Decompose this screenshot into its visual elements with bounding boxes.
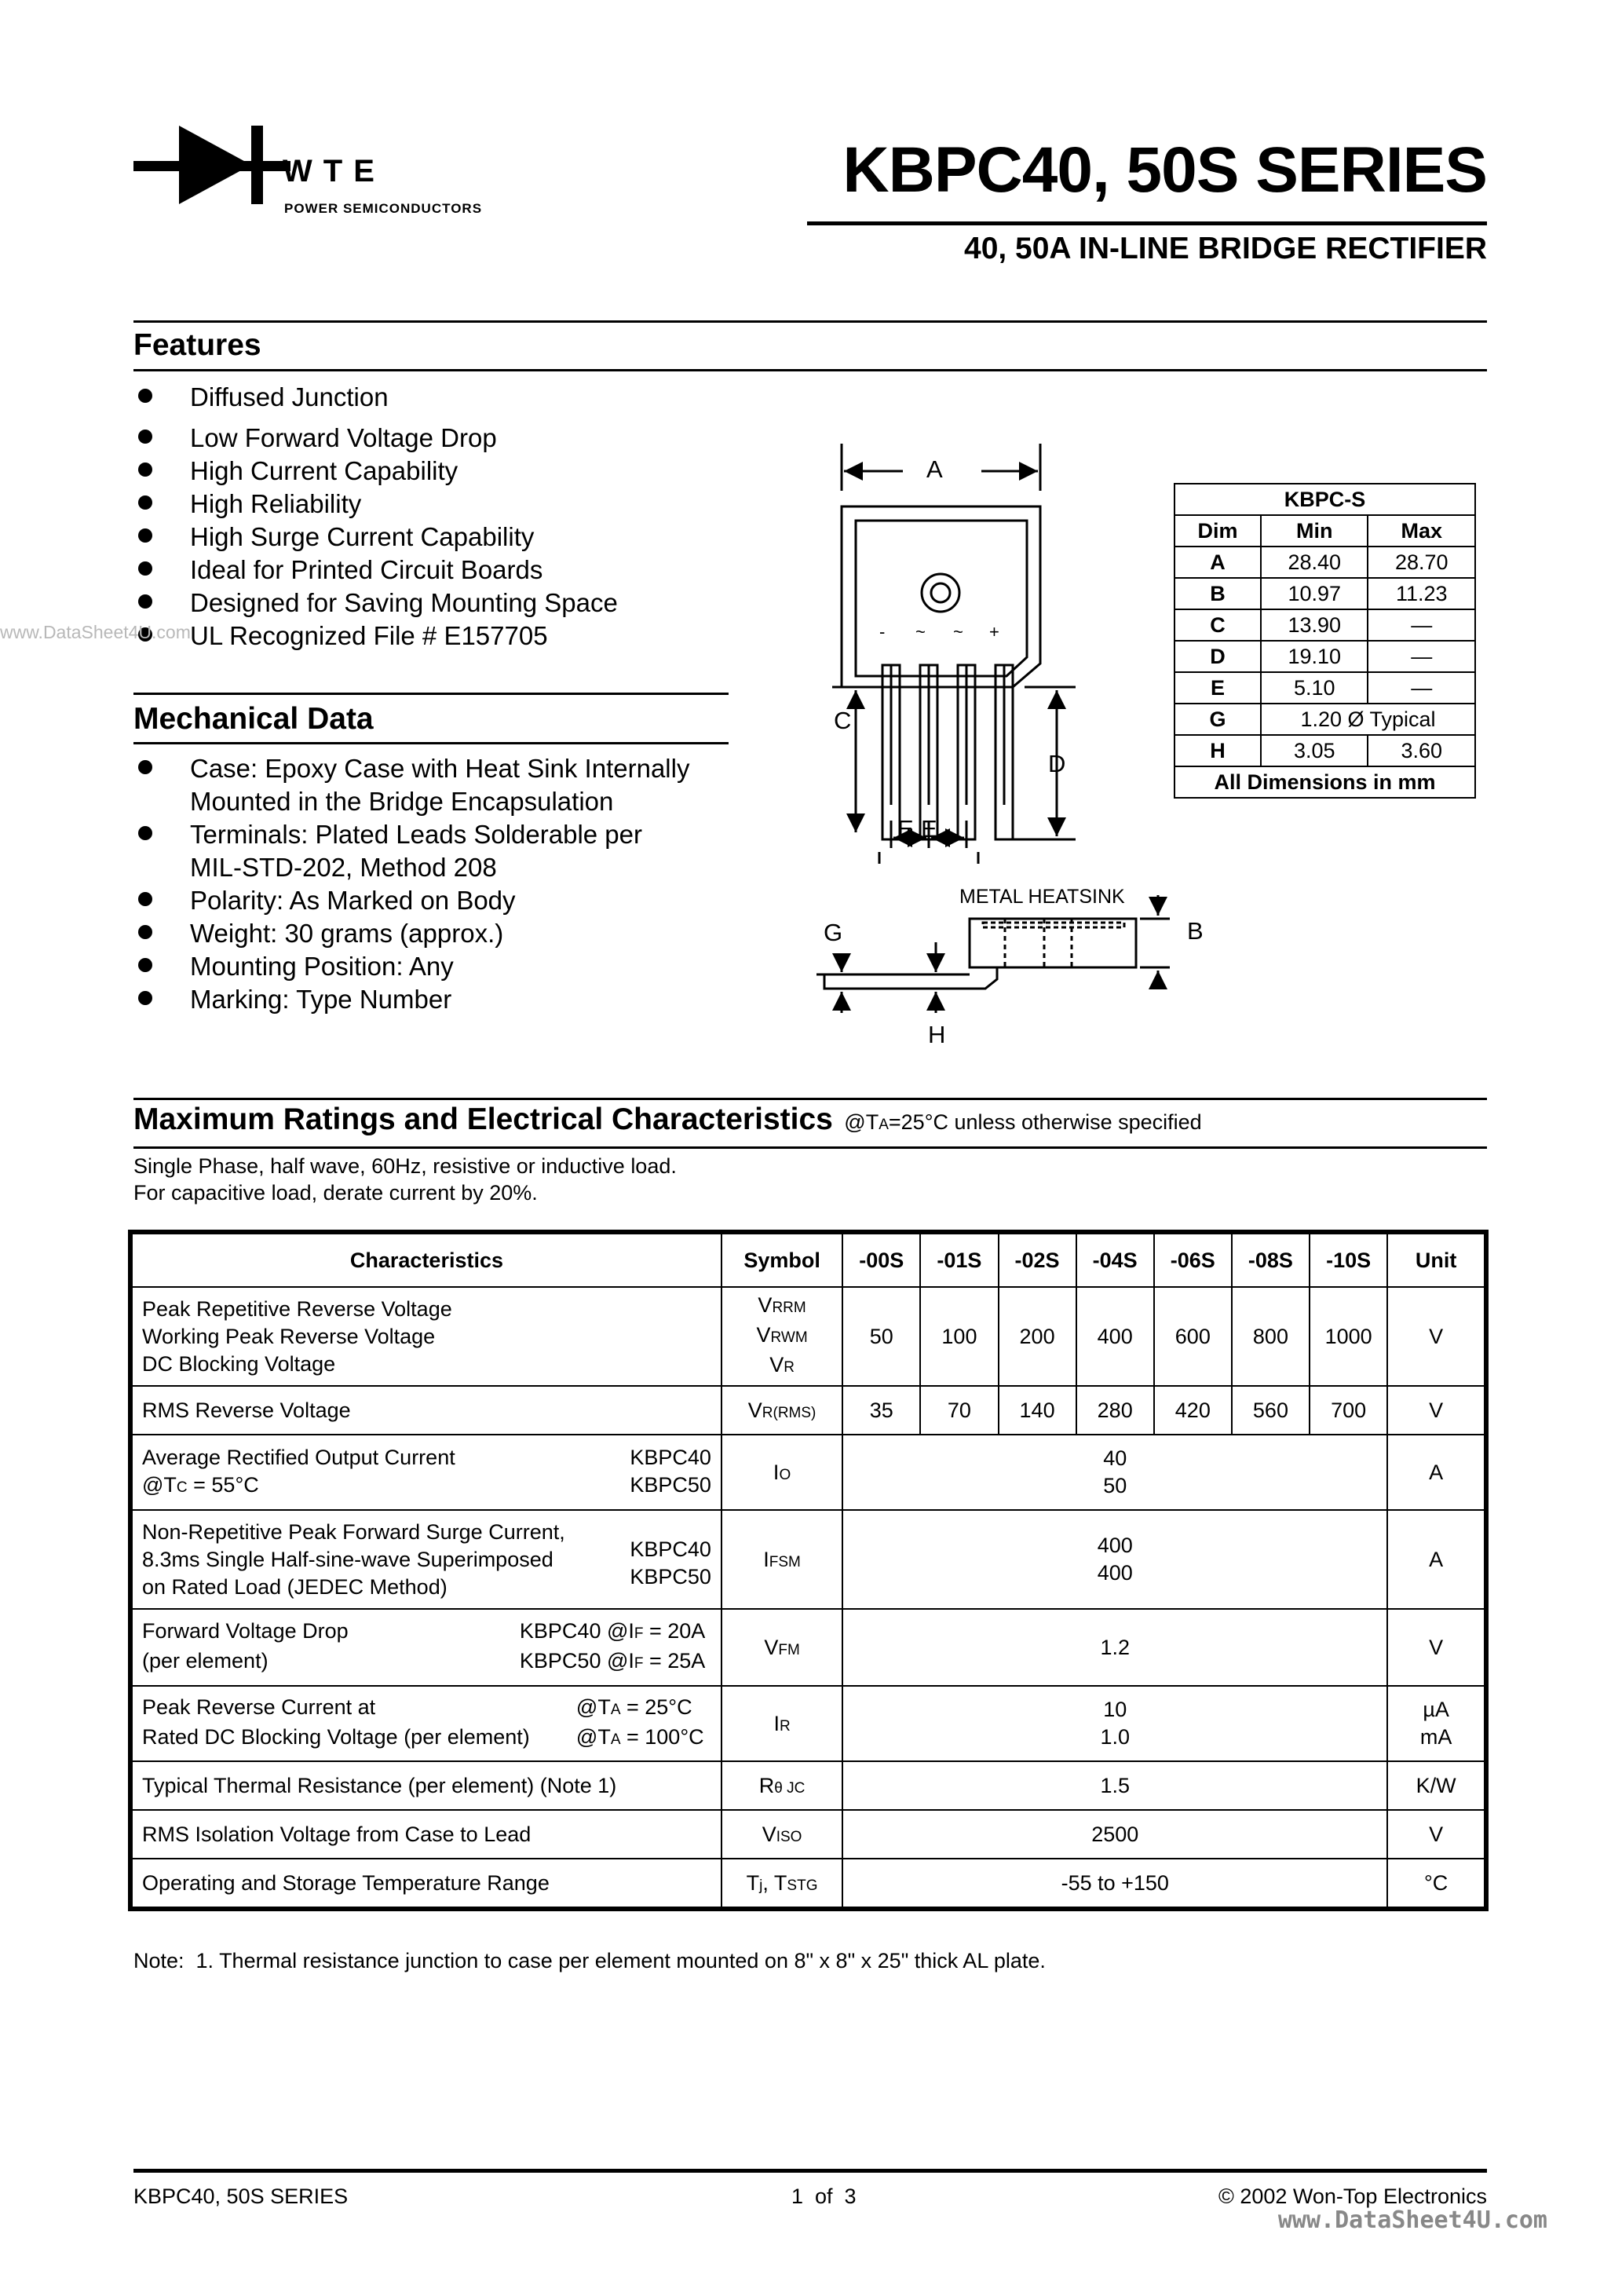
table-row bbox=[1174, 578, 1475, 609]
unit-cell: V bbox=[1387, 1386, 1485, 1435]
table-cell: E bbox=[1174, 672, 1261, 704]
characteristic-cell: Typical Thermal Resistance (per element) (Note 1) bbox=[132, 1761, 721, 1810]
value-cell: 560 bbox=[1232, 1386, 1310, 1435]
table-row bbox=[132, 1234, 1485, 1287]
column-header: Symbol bbox=[721, 1234, 842, 1287]
dimension-table bbox=[1174, 483, 1476, 799]
list-item: High Current Capability bbox=[133, 455, 762, 488]
pin-minus-label: - bbox=[879, 622, 886, 642]
column-header: -00S bbox=[842, 1234, 920, 1287]
brand-tagline: POWER SEMICONDUCTORS bbox=[284, 201, 483, 216]
symbol-cell: VR(RMS) bbox=[721, 1386, 842, 1435]
mechanical-top-rule bbox=[133, 693, 729, 695]
characteristic-cell: Non-Repetitive Peak Forward Surge Current, 8.3ms Single Half-sine-wave Superimposed on Rated Load (JEDEC Method) KBPC40 KBPC50 bbox=[132, 1510, 721, 1609]
value-cell: 600 bbox=[1154, 1287, 1232, 1386]
mechanical-list bbox=[133, 752, 762, 1016]
column-header: -02S bbox=[999, 1234, 1076, 1287]
table-row bbox=[1174, 515, 1475, 547]
ratings-note-1: Single Phase, half wave, 60Hz, resistive or inductive load. bbox=[133, 1154, 677, 1178]
value-cell: 1000 bbox=[1310, 1287, 1387, 1386]
features-bottom-rule bbox=[133, 369, 1487, 371]
mechanical-heading: Mechanical Data bbox=[133, 702, 374, 736]
dim-label-h: H bbox=[928, 1021, 946, 1048]
table-row bbox=[132, 1609, 1485, 1686]
footer-rule bbox=[133, 2169, 1487, 2173]
list-item: UL Recognized File # E157705 bbox=[133, 620, 762, 653]
table-cell: — bbox=[1368, 609, 1475, 641]
column-header: -06S bbox=[1154, 1234, 1232, 1287]
ratings-top-rule bbox=[133, 1098, 1487, 1100]
table-row bbox=[132, 1859, 1485, 1907]
value-cell: 100 bbox=[920, 1287, 998, 1386]
symbol-cell: Rθ JC bbox=[721, 1761, 842, 1810]
column-header: Unit bbox=[1387, 1234, 1485, 1287]
table-row bbox=[132, 1287, 1485, 1386]
package-outline-diagram bbox=[801, 436, 1193, 1048]
dim-label-c: C bbox=[834, 707, 852, 734]
pin-ac2-label: ~ bbox=[953, 622, 963, 642]
symbol-cell: VRRM VRWM VR bbox=[721, 1287, 842, 1386]
value-cell: 40 50 bbox=[842, 1435, 1387, 1510]
table-row bbox=[132, 1761, 1485, 1810]
table-cell: 1.20 Ø Typical bbox=[1261, 704, 1475, 735]
unit-cell: A bbox=[1387, 1435, 1485, 1510]
list-item: High Surge Current Capability bbox=[133, 521, 762, 554]
wte-logo-icon bbox=[133, 122, 290, 208]
table-cell: B bbox=[1174, 578, 1261, 609]
table-row bbox=[1174, 735, 1475, 766]
table-cell: 5.10 bbox=[1261, 672, 1368, 704]
thermal-footnote: Note: 1. Thermal resistance junction to case per element mounted on 8" x 8" x 25" thick AL plate. bbox=[133, 1949, 1046, 1972]
unit-cell: °C bbox=[1387, 1859, 1485, 1907]
column-header: -01S bbox=[920, 1234, 998, 1287]
value-cell: 2500 bbox=[842, 1810, 1387, 1859]
symbol-cell: IR bbox=[721, 1686, 842, 1761]
dim-label-e2: E bbox=[921, 815, 937, 843]
characteristic-cell: RMS Reverse Voltage bbox=[132, 1386, 721, 1435]
table-row bbox=[132, 1510, 1485, 1609]
list-item: Marking: Type Number bbox=[133, 983, 762, 1016]
symbol-cell: VISO bbox=[721, 1810, 842, 1859]
ratings-table bbox=[131, 1233, 1485, 1908]
value-cell: 35 bbox=[842, 1386, 920, 1435]
list-item: MIL-STD-202, Method 208 bbox=[190, 853, 497, 882]
column-header: Dim bbox=[1174, 515, 1261, 547]
watermark-footer: www.DataSheet4U.com bbox=[1277, 2206, 1547, 2234]
list-item: Low Forward Voltage Drop bbox=[133, 422, 762, 455]
table-cell: 19.10 bbox=[1261, 641, 1368, 672]
list-item: Diffused Junction bbox=[133, 381, 762, 414]
features-list bbox=[133, 381, 762, 653]
list-item: Polarity: As Marked on Body bbox=[133, 884, 762, 917]
value-cell: 400 bbox=[1076, 1287, 1154, 1386]
table-cell: D bbox=[1174, 641, 1261, 672]
value-cell: 10 1.0 bbox=[842, 1686, 1387, 1761]
table-row bbox=[1174, 547, 1475, 578]
dimension-footer: All Dimensions in mm bbox=[1174, 766, 1475, 798]
ratings-note-2: For capacitive load, derate current by 20%. bbox=[133, 1181, 538, 1205]
list-item: Case: Epoxy Case with Heat Sink Internally bbox=[133, 752, 762, 785]
table-cell: 28.40 bbox=[1261, 547, 1368, 578]
list-item: Ideal for Printed Circuit Boards bbox=[133, 554, 762, 587]
copyright: © 2002 Won-Top Electronics bbox=[1218, 2184, 1487, 2208]
heatsink-label: METAL HEATSINK bbox=[959, 886, 1125, 908]
table-cell: A bbox=[1174, 547, 1261, 578]
symbol-cell: IFSM bbox=[721, 1510, 842, 1609]
value-cell: 200 bbox=[999, 1287, 1076, 1386]
table-cell: 11.23 bbox=[1368, 578, 1475, 609]
value-cell: 50 bbox=[842, 1287, 920, 1386]
watermark-left: www.DataSheet4U.com bbox=[0, 622, 191, 642]
symbol-cell: VFM bbox=[721, 1609, 842, 1686]
mechanical-bottom-rule bbox=[133, 742, 729, 744]
characteristic-cell: Peak Reverse Current at @TA = 25°C Rated DC Blocking Voltage (per element) @TA = 100°C bbox=[132, 1686, 721, 1761]
characteristic-cell: Forward Voltage Drop KBPC40 @IF = 20A (per element) KBPC50 @IF = 25A bbox=[132, 1609, 721, 1686]
page-subtitle: 40, 50A IN-LINE BRIDGE RECTIFIER bbox=[964, 232, 1487, 265]
column-header: -04S bbox=[1076, 1234, 1154, 1287]
dim-label-g: G bbox=[824, 919, 843, 946]
ratings-heading-block bbox=[133, 1102, 1202, 1137]
unit-cell: K/W bbox=[1387, 1761, 1485, 1810]
value-cell: 700 bbox=[1310, 1386, 1387, 1435]
characteristic-cell: Average Rectified Output Current KBPC40 @TC = 55°C KBPC50 bbox=[132, 1435, 721, 1510]
table-row bbox=[1174, 609, 1475, 641]
list-item: Mounting Position: Any bbox=[133, 950, 762, 983]
column-header: -08S bbox=[1232, 1234, 1310, 1287]
column-header: Min bbox=[1261, 515, 1368, 547]
table-row bbox=[132, 1386, 1485, 1435]
dim-label-b: B bbox=[1187, 917, 1204, 945]
footer-series: KBPC40, 50S SERIES bbox=[133, 2184, 349, 2208]
pin-ac1-label: ~ bbox=[915, 622, 926, 642]
pin-plus-label: + bbox=[989, 622, 999, 642]
ratings-heading: Maximum Ratings and Electrical Characteristics bbox=[133, 1102, 833, 1136]
table-row bbox=[1174, 484, 1475, 515]
title-rule bbox=[807, 221, 1487, 225]
table-cell: 13.90 bbox=[1261, 609, 1368, 641]
value-cell: 1.2 bbox=[842, 1609, 1387, 1686]
table-cell: — bbox=[1368, 641, 1475, 672]
symbol-cell: IO bbox=[721, 1435, 842, 1510]
column-header: Max bbox=[1368, 515, 1475, 547]
unit-cell: V bbox=[1387, 1810, 1485, 1859]
table-row bbox=[1174, 672, 1475, 704]
list-item: Weight: 30 grams (approx.) bbox=[133, 917, 762, 950]
value-cell: 800 bbox=[1232, 1287, 1310, 1386]
characteristic-cell: Peak Repetitive Reverse Voltage Working Peak Reverse Voltage DC Blocking Voltage bbox=[132, 1287, 721, 1386]
value-cell: 1.5 bbox=[842, 1761, 1387, 1810]
table-cell: 10.97 bbox=[1261, 578, 1368, 609]
features-heading: Features bbox=[133, 328, 261, 362]
table-row bbox=[1174, 766, 1475, 798]
unit-cell: V bbox=[1387, 1609, 1485, 1686]
table-cell: G bbox=[1174, 704, 1261, 735]
column-header: -10S bbox=[1310, 1234, 1387, 1287]
value-cell: 400 400 bbox=[842, 1510, 1387, 1609]
table-cell: 3.60 bbox=[1368, 735, 1475, 766]
characteristic-cell: Operating and Storage Temperature Range bbox=[132, 1859, 721, 1907]
value-cell: 420 bbox=[1154, 1386, 1232, 1435]
table-cell: H bbox=[1174, 735, 1261, 766]
unit-cell: V bbox=[1387, 1287, 1485, 1386]
table-cell: — bbox=[1368, 672, 1475, 704]
table-cell: C bbox=[1174, 609, 1261, 641]
table-row bbox=[1174, 641, 1475, 672]
unit-cell: A bbox=[1387, 1510, 1485, 1609]
symbol-cell: Tj, TSTG bbox=[721, 1859, 842, 1907]
ratings-condition: @TA=25°C unless otherwise specified bbox=[844, 1110, 1202, 1134]
list-item: Designed for Saving Mounting Space bbox=[133, 587, 762, 620]
characteristic-cell: RMS Isolation Voltage from Case to Lead bbox=[132, 1810, 721, 1859]
value-cell: -55 to +150 bbox=[842, 1859, 1387, 1907]
dim-label-d: D bbox=[1048, 750, 1066, 777]
table-row bbox=[132, 1810, 1485, 1859]
list-item: Terminals: Plated Leads Solderable per bbox=[133, 818, 762, 851]
unit-cell: µA mA bbox=[1387, 1686, 1485, 1761]
value-cell: 140 bbox=[999, 1386, 1076, 1435]
column-header: Characteristics bbox=[132, 1234, 721, 1287]
package-name: KBPC-S bbox=[1174, 484, 1475, 515]
list-item: High Reliability bbox=[133, 488, 762, 521]
table-row bbox=[1174, 704, 1475, 735]
table-row bbox=[132, 1686, 1485, 1761]
value-cell: 280 bbox=[1076, 1386, 1154, 1435]
ratings-bottom-rule bbox=[133, 1146, 1487, 1149]
table-row bbox=[132, 1435, 1485, 1510]
brand-name: WTE bbox=[283, 154, 385, 188]
page-number: 1 of 3 bbox=[791, 2184, 857, 2208]
page-title: KBPC40, 50S SERIES bbox=[842, 134, 1487, 206]
features-top-rule bbox=[133, 320, 1487, 323]
table-cell: 28.70 bbox=[1368, 547, 1475, 578]
dim-label-e1: E bbox=[897, 815, 914, 843]
table-cell: 3.05 bbox=[1261, 735, 1368, 766]
value-cell: 70 bbox=[920, 1386, 998, 1435]
dim-label-a: A bbox=[926, 455, 943, 483]
list-item: Mounted in the Bridge Encapsulation bbox=[190, 787, 614, 816]
